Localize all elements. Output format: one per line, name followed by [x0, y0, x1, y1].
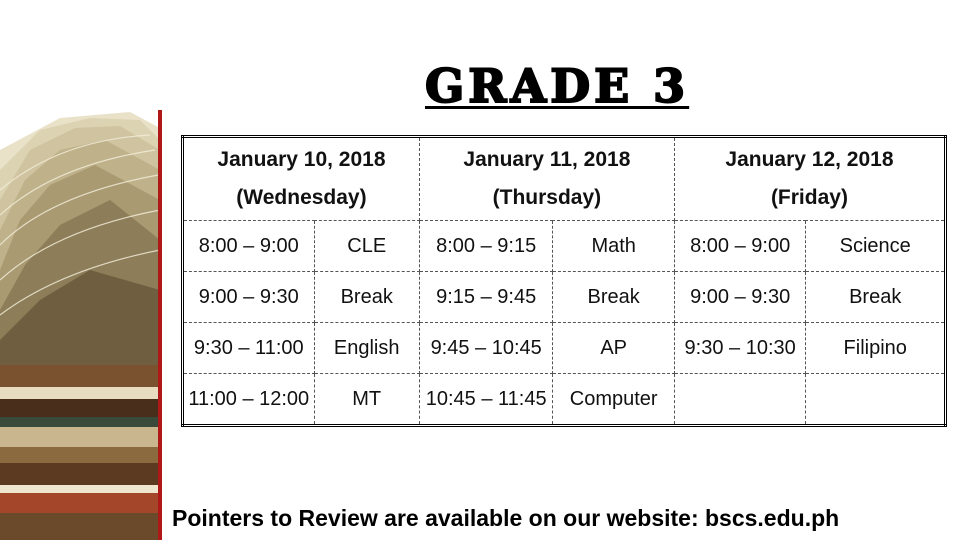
day-weekday: (Wednesday) — [236, 186, 367, 209]
footer-note: Pointers to Review are available on our website: bscs.edu.ph — [172, 505, 840, 531]
subject-cell: Break — [806, 272, 946, 323]
day-header — [183, 137, 420, 221]
subject-cell: English — [314, 323, 419, 374]
table-row — [183, 374, 946, 426]
time-cell: 8:00 – 9:15 — [419, 221, 553, 272]
time-cell: 8:00 – 9:00 — [183, 221, 315, 272]
day-header — [674, 137, 945, 221]
day-header — [419, 137, 674, 221]
day-date: January 11, 2018 — [463, 148, 631, 171]
subject-cell: MT — [314, 374, 419, 426]
time-cell: 10:45 – 11:45 — [419, 374, 553, 426]
day-weekday: (Friday) — [770, 186, 848, 209]
time-cell: 9:45 – 10:45 — [419, 323, 553, 374]
subject-cell: Filipino — [806, 323, 946, 374]
table-row — [183, 221, 946, 272]
time-cell — [674, 374, 806, 426]
open-books-image — [0, 0, 162, 540]
time-cell: 11:00 – 12:00 — [183, 374, 315, 426]
subject-cell: Science — [806, 221, 946, 272]
exam-schedule-table — [181, 135, 947, 427]
day-date: January 12, 2018 — [725, 148, 894, 171]
subject-cell: AP — [553, 323, 674, 374]
time-cell: 9:30 – 11:00 — [183, 323, 315, 374]
page-title: GRADE 3 — [425, 59, 690, 113]
time-cell: 8:00 – 9:00 — [674, 221, 806, 272]
time-cell: 9:15 – 9:45 — [419, 272, 553, 323]
subject-cell: Math — [553, 221, 674, 272]
subject-cell — [806, 374, 946, 426]
subject-cell: Break — [314, 272, 419, 323]
table-header-row — [183, 137, 946, 221]
time-cell: 9:00 – 9:30 — [183, 272, 315, 323]
time-cell: 9:30 – 10:30 — [674, 323, 806, 374]
table-row — [183, 272, 946, 323]
day-date: January 10, 2018 — [217, 148, 386, 171]
subject-cell: Computer — [553, 374, 674, 426]
time-cell: 9:00 – 9:30 — [674, 272, 806, 323]
subject-cell: Break — [553, 272, 674, 323]
table-row — [183, 323, 946, 374]
day-weekday: (Thursday) — [492, 186, 602, 209]
subject-cell: CLE — [314, 221, 419, 272]
